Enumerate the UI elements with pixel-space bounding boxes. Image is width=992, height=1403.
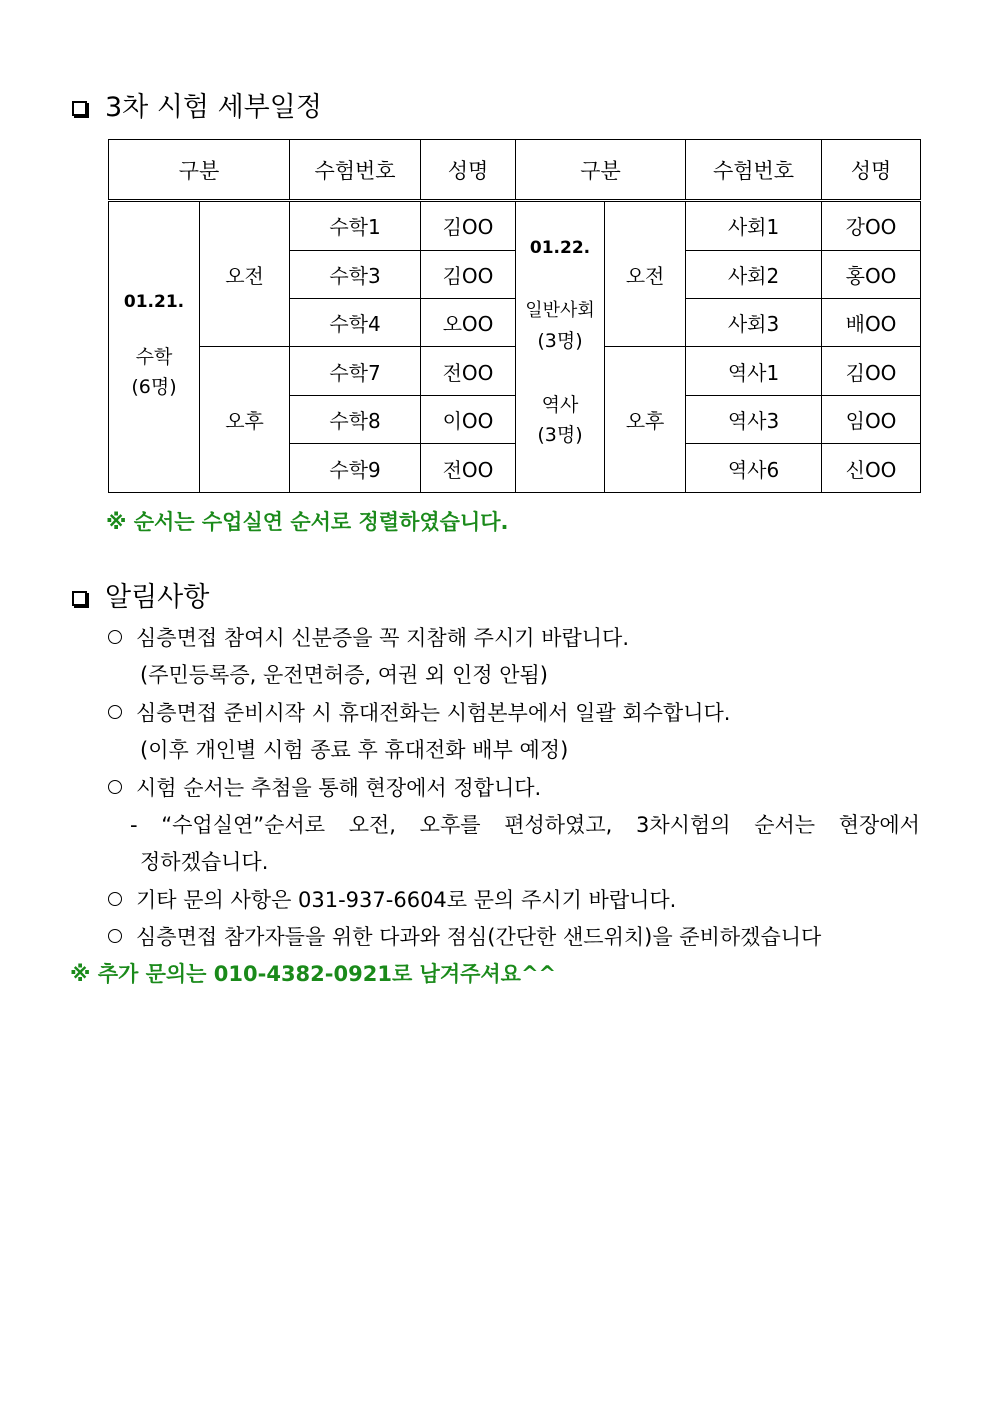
exam-number: 수학7 [290, 347, 421, 395]
schedule-section-title [72, 92, 322, 124]
right-am-cell: 오전 [605, 201, 686, 347]
exam-number: 역사6 [686, 444, 822, 493]
exam-number: 역사3 [686, 395, 822, 443]
candidate-name: 이OO [421, 395, 516, 443]
right-subject2: 역사 [541, 394, 579, 416]
exam-number: 사회3 [686, 298, 822, 346]
header-name-left: 성명 [421, 140, 516, 201]
notice-text: 심층면접 참가자들을 위한 다과와 점심(간단한 샌드위치)을 준비하겠습니다 [136, 925, 822, 949]
left-date-cell [109, 201, 200, 493]
table-row [109, 201, 921, 251]
header-category-left: 구분 [109, 140, 290, 201]
dash-word: “수업실연”순서로 [161, 813, 326, 837]
candidate-name: 배OO [822, 298, 921, 346]
header-category-right: 구분 [516, 140, 686, 201]
notice-item-2-sub: (이후 개인별 시험 종료 후 휴대전화 배부 예정) [140, 738, 569, 762]
notice-text: 시험 순서는 추첨을 통해 현장에서 정합니다. [136, 776, 542, 800]
dash-word: 순서는 [754, 813, 816, 837]
circle-bullet-icon [108, 705, 122, 719]
notice-item-3-dash [130, 810, 920, 840]
notice-text: 심층면접 참여시 신분증을 꼭 지참해 주시기 바랍니다. [136, 626, 630, 650]
candidate-name: 오OO [421, 298, 516, 346]
dash-word: - [130, 813, 138, 837]
circle-bullet-icon [108, 892, 122, 906]
right-subject1: 일반사회 [525, 300, 595, 321]
notice-item-2 [108, 698, 730, 728]
notice-item-4 [108, 885, 676, 915]
left-count: (6명) [131, 376, 177, 398]
left-am-cell: 오전 [200, 201, 290, 347]
notice-text: 심층면접 준비시작 시 휴대전화는 시험본부에서 일괄 회수합니다. [136, 701, 731, 725]
exam-number: 사회2 [686, 250, 822, 298]
notice-item-1 [108, 623, 629, 653]
dash-word: 오후를 [419, 813, 481, 837]
notice-item-5 [108, 922, 821, 952]
candidate-name: 김OO [421, 201, 516, 251]
contact-note: ※ 추가 문의는 010-4382-0921로 남겨주셔요^^ [70, 962, 557, 986]
notice-section-title [72, 582, 209, 614]
sort-order-note: ※ 순서는 수업실연 순서로 정렬하였습니다. [106, 510, 509, 534]
candidate-name: 홍OO [822, 250, 921, 298]
header-number-right: 수험번호 [686, 140, 822, 201]
dash-word: 편성하였고, [504, 813, 613, 837]
dash-line-justified [130, 810, 920, 840]
left-date: 01.21. [123, 292, 185, 312]
left-subject: 수학 [135, 346, 173, 368]
right-date: 01.22. [529, 238, 591, 258]
dash-word: 오전, [348, 813, 396, 837]
exam-number: 수학3 [290, 250, 421, 298]
right-pm-cell: 오후 [605, 347, 686, 493]
exam-number: 사회1 [686, 201, 822, 251]
header-number-left: 수험번호 [290, 140, 421, 201]
right-count1: (3명) [537, 330, 583, 352]
dash-word: 현장에서 [838, 813, 920, 837]
schedule-table [108, 139, 921, 493]
notice-item-3-dash-cont: 정하겠습니다. [140, 850, 269, 874]
dash-word: 3차시험의 [636, 813, 731, 837]
square-bullet-icon [72, 101, 87, 116]
exam-number: 수학1 [290, 201, 421, 251]
table-header-row [109, 140, 921, 201]
header-name-right: 성명 [822, 140, 921, 201]
candidate-name: 전OO [421, 347, 516, 395]
circle-bullet-icon [108, 630, 122, 644]
candidate-name: 신OO [822, 444, 921, 493]
circle-bullet-icon [108, 929, 122, 943]
exam-number: 역사1 [686, 347, 822, 395]
candidate-name: 임OO [822, 395, 921, 443]
right-date-cell [516, 201, 605, 493]
left-pm-cell: 오후 [200, 347, 290, 493]
exam-number: 수학8 [290, 395, 421, 443]
notice-item-3 [108, 773, 541, 803]
notice-title-text: 알림사항 [105, 582, 210, 613]
table-row [109, 347, 921, 395]
candidate-name: 강OO [822, 201, 921, 251]
schedule-title-text: 3차 시험 세부일정 [105, 92, 322, 123]
exam-number: 수학9 [290, 444, 421, 493]
candidate-name: 전OO [421, 444, 516, 493]
candidate-name: 김OO [822, 347, 921, 395]
square-bullet-icon [72, 591, 87, 606]
candidate-name: 김OO [421, 250, 516, 298]
notice-item-1-sub: (주민등록증, 운전면허증, 여권 외 인정 안됨) [140, 663, 548, 687]
exam-number: 수학4 [290, 298, 421, 346]
right-count2: (3명) [537, 424, 583, 446]
circle-bullet-icon [108, 780, 122, 794]
notice-text: 기타 문의 사항은 031-937-6604로 문의 주시기 바랍니다. [136, 888, 677, 912]
